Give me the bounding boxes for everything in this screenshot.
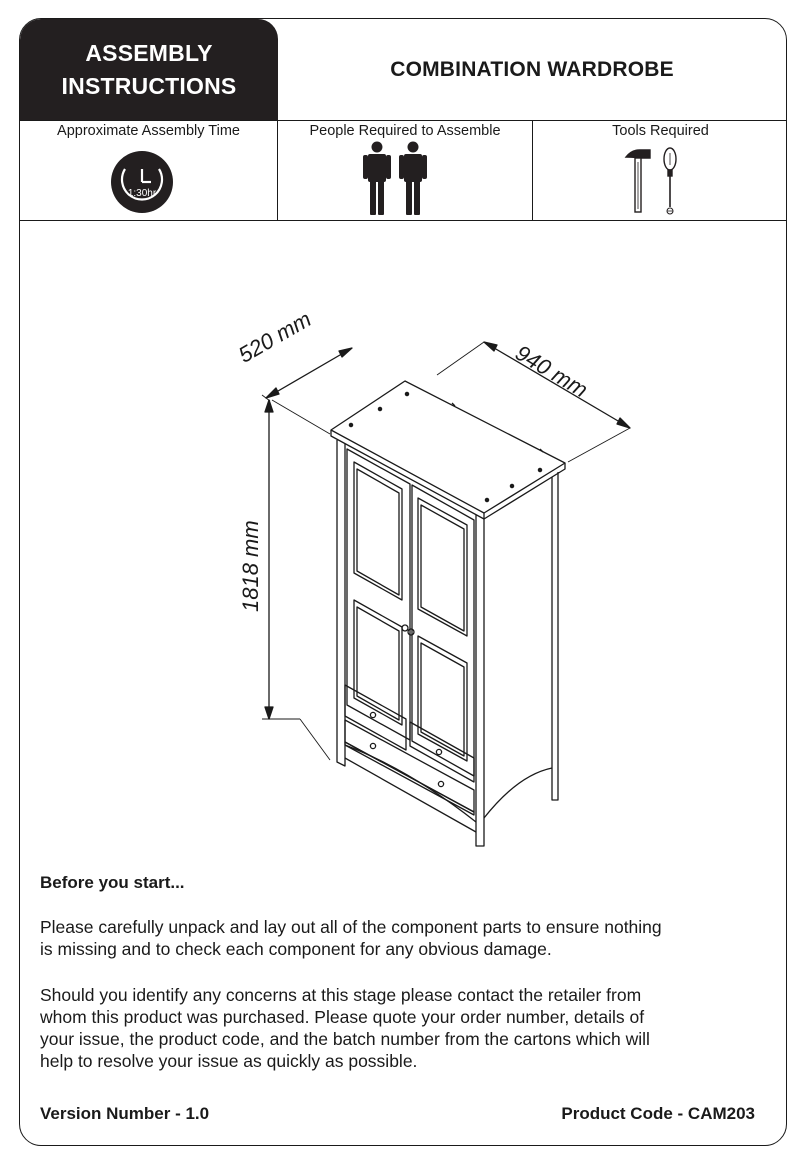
intro-paragraph-2 bbox=[40, 984, 770, 1072]
paragraph-line: help to resolve your issue as quickly as possible. bbox=[40, 1051, 418, 1071]
depth-dimension-label: 520 mm bbox=[234, 306, 316, 368]
depth-dimension-line bbox=[262, 348, 352, 401]
intro-paragraph-1 bbox=[40, 916, 770, 960]
height-dimension-label: 1818 mm bbox=[238, 520, 263, 612]
wardrobe-side bbox=[476, 472, 558, 846]
document-title: COMBINATION WARDROBE bbox=[390, 58, 674, 81]
tab-line-1: ASSEMBLY bbox=[85, 39, 213, 66]
clock-time-text: 1:30hr bbox=[127, 188, 157, 199]
wardrobe-top bbox=[331, 381, 565, 519]
left-door bbox=[347, 449, 410, 740]
paragraph-line: whom this product was purchased. Please quote your order number, details of bbox=[40, 1007, 645, 1027]
paragraph-line: Please carefully unpack and lay out all of the component parts to ensure nothing bbox=[40, 917, 662, 937]
assembly-time-label: Approximate Assembly Time bbox=[57, 123, 240, 139]
height-dimension-line bbox=[262, 400, 330, 760]
product-code: Product Code - CAM203 bbox=[561, 1104, 755, 1123]
width-dimension-label: 940 mm bbox=[511, 340, 593, 403]
wardrobe-front bbox=[337, 440, 476, 832]
tools-required-label: Tools Required bbox=[612, 123, 709, 139]
paragraph-line: your issue, the product code, and the batch number from the cartons which will bbox=[40, 1029, 650, 1049]
version-number: Version Number - 1.0 bbox=[40, 1104, 210, 1123]
paragraph-line: is missing and to check each component for any obvious damage. bbox=[40, 939, 552, 959]
before-you-start-heading: Before you start... bbox=[40, 873, 185, 892]
people-required-label: People Required to Assemble bbox=[309, 123, 501, 139]
right-door bbox=[408, 485, 474, 776]
tab-line-2: INSTRUCTIONS bbox=[61, 73, 237, 99]
paragraph-line: Should you identify any concerns at this stage please contact the retailer from bbox=[40, 985, 642, 1005]
